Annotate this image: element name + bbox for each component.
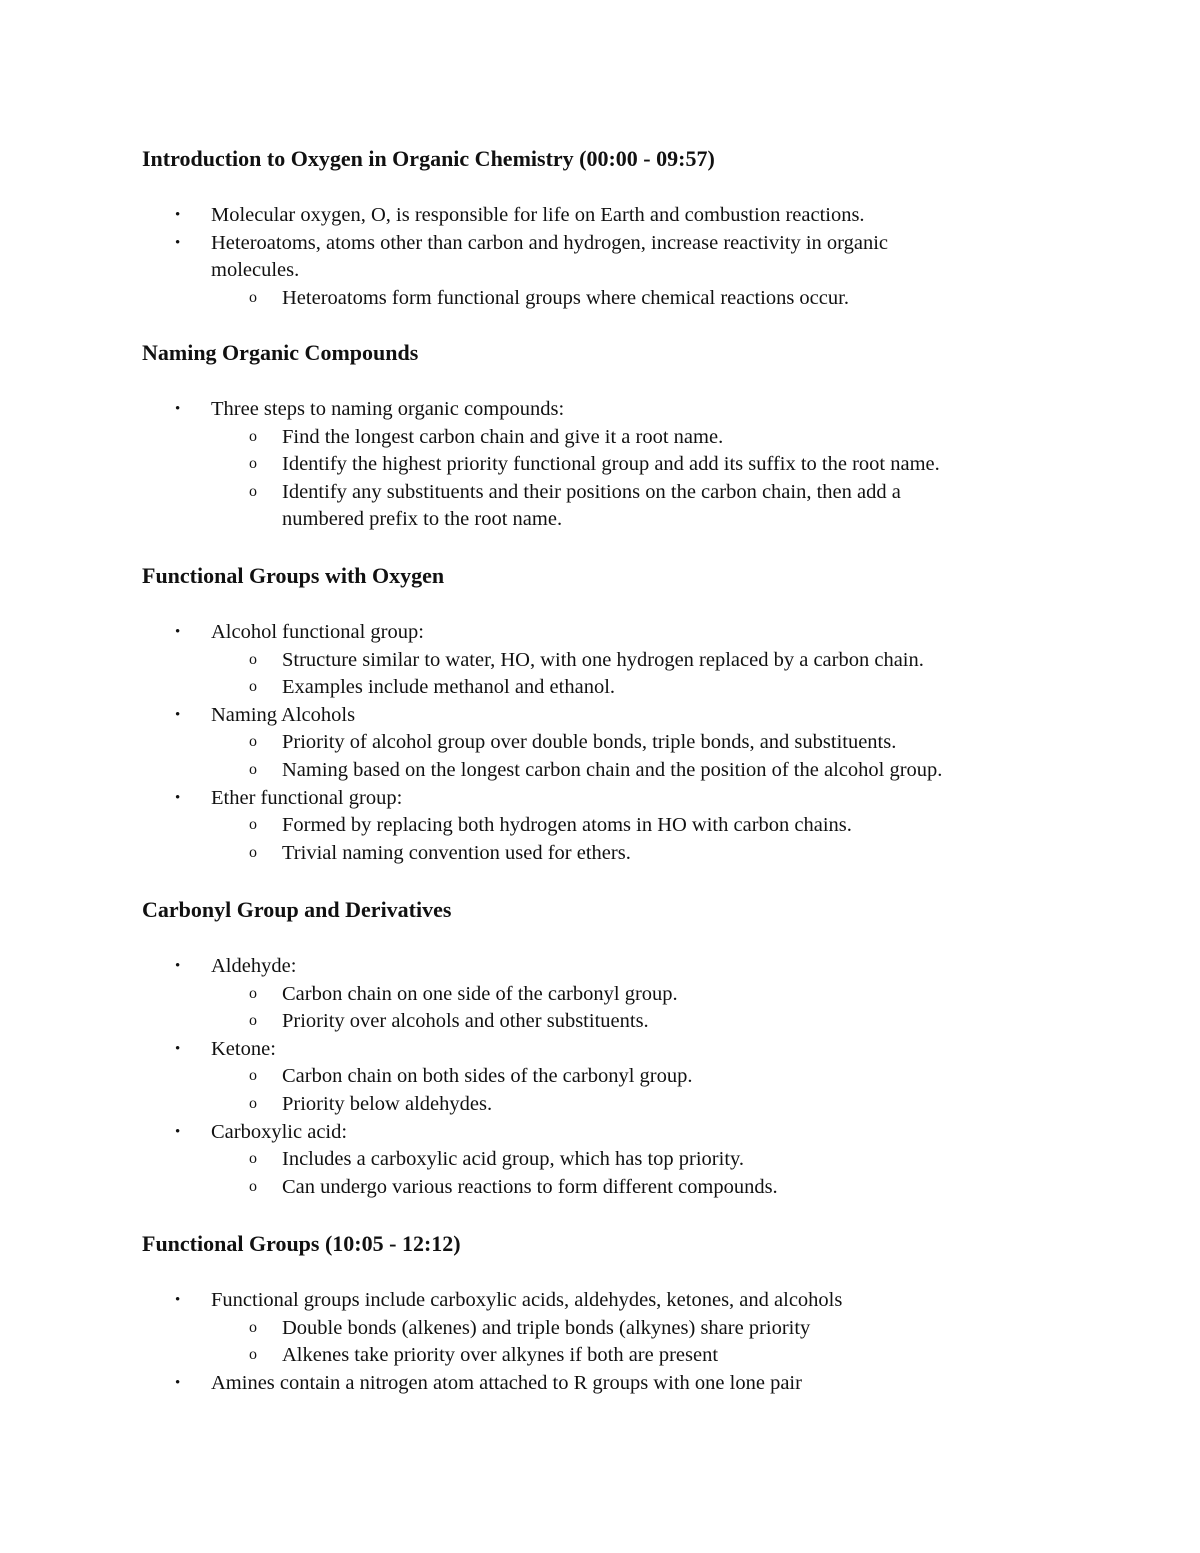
sub-bullet-text: Identify any substituents and their positions on the carbon chain, then add a: [282, 480, 901, 503]
bullet-text: Amines contain a nitrogen atom attached to R groups with one lone pair: [211, 1371, 802, 1394]
sub-bullet-marker: o: [249, 1150, 257, 1168]
sub-bullet-marker: o: [249, 1012, 257, 1030]
bullet-text: Functional groups include carboxylic acids, aldehydes, ketones, and alcohols: [211, 1289, 843, 1311]
sub-bullet-text: numbered prefix to the root name.: [282, 508, 563, 531]
sub-bullet-marker: o: [249, 1067, 257, 1085]
sub-bullet-text: Carbon chain on both sides of the carbonyl group.: [282, 1065, 693, 1088]
bullet-marker: •: [175, 234, 181, 251]
sub-bullet-text: Naming based on the longest carbon chain and the position of the alcohol group.: [282, 759, 943, 781]
sub-bullet-marker: o: [249, 843, 257, 861]
section-heading: Introduction to Oxygen in Organic Chemistry (00:00 - 09:57): [142, 146, 715, 171]
sub-bullet-marker: o: [249, 288, 257, 306]
bullet-text: Molecular oxygen, O, is responsible for life on Earth and combustion reactions.: [211, 204, 865, 226]
sub-bullet-marker: o: [249, 455, 257, 473]
sub-bullet-marker: o: [249, 733, 257, 751]
bullet-marker: •: [175, 1292, 181, 1308]
sub-bullet-text: Double bonds (alkenes) and triple bonds (alkynes) share priority: [282, 1316, 811, 1339]
sub-bullet-marker: o: [249, 1346, 257, 1364]
sub-bullet-marker: o: [249, 1177, 257, 1195]
sub-bullet-text: Carbon chain on one side of the carbonyl group.: [282, 982, 678, 1005]
sub-bullet-text: Heteroatoms form functional groups where chemical reactions occur.: [282, 286, 849, 309]
sub-bullet-text: Identify the highest priority functional group and add its suffix to the root name.: [282, 453, 940, 476]
bullet-text: Aldehyde:: [211, 955, 297, 977]
sub-bullet-text: Can undergo various reactions to form different compounds.: [282, 1175, 778, 1198]
sub-bullet-marker: o: [249, 761, 257, 778]
bullet-marker: •: [175, 1123, 181, 1140]
bullet-text: Three steps to naming organic compounds:: [211, 398, 565, 420]
section-heading: Functional Groups (10:05 - 12:12): [142, 1231, 461, 1256]
bullet-marker: •: [175, 624, 181, 640]
sub-bullet-marker: o: [249, 1318, 257, 1336]
sub-bullet-text: Find the longest carbon chain and give it a root name.: [282, 425, 724, 448]
sub-bullet-marker: o: [249, 1095, 257, 1112]
section-heading: Naming Organic Compounds: [142, 340, 419, 365]
bullet-text: Heteroatoms, atoms other than carbon and hydrogen, increase reactivity in organic: [211, 231, 889, 254]
bullet-text: Ketone:: [211, 1037, 276, 1060]
bullet-marker: •: [175, 958, 181, 974]
bullet-text: molecules.: [211, 259, 300, 282]
bullet-text: Naming Alcohols: [211, 703, 356, 726]
sub-bullet-text: Alkenes take priority over alkynes if both are present: [282, 1344, 719, 1367]
bullet-text: Carboxylic acid:: [211, 1120, 348, 1143]
sub-bullet-text: Structure similar to water, HO, with one hydrogen replaced by a carbon chain.: [282, 648, 924, 671]
bullet-marker: •: [175, 1040, 181, 1057]
bullet-text: Ether functional group:: [211, 786, 403, 809]
bullet-marker: •: [175, 1374, 181, 1391]
sub-bullet-marker: o: [249, 650, 257, 668]
sub-bullet-text: Priority below aldehydes.: [282, 1093, 493, 1115]
bullet-marker: •: [175, 207, 181, 223]
sub-bullet-marker: o: [249, 482, 257, 500]
sub-bullet-text: Examples include methanol and ethanol.: [282, 676, 616, 699]
sub-bullet-marker: o: [249, 427, 257, 445]
sub-bullet-marker: o: [249, 984, 257, 1002]
section-heading: Functional Groups with Oxygen: [142, 563, 445, 588]
sub-bullet-text: Priority of alcohol group over double bonds, triple bonds, and substituents.: [282, 731, 897, 754]
bullet-text: Alcohol functional group:: [211, 621, 424, 643]
bullet-marker: •: [175, 789, 181, 806]
sub-bullet-text: Priority over alcohols and other substituents.: [282, 1010, 649, 1033]
bullet-marker: •: [175, 706, 181, 723]
sub-bullet-text: Formed by replacing both hydrogen atoms in HO with carbon chains.: [282, 814, 852, 837]
sub-bullet-text: Trivial naming convention used for ethers.: [282, 841, 631, 864]
sub-bullet-marker: o: [249, 678, 257, 696]
bullet-marker: •: [175, 401, 181, 417]
sub-bullet-text: Includes a carboxylic acid group, which has top priority.: [282, 1148, 745, 1171]
section-heading: Carbonyl Group and Derivatives: [142, 897, 452, 922]
sub-bullet-marker: o: [249, 816, 257, 834]
